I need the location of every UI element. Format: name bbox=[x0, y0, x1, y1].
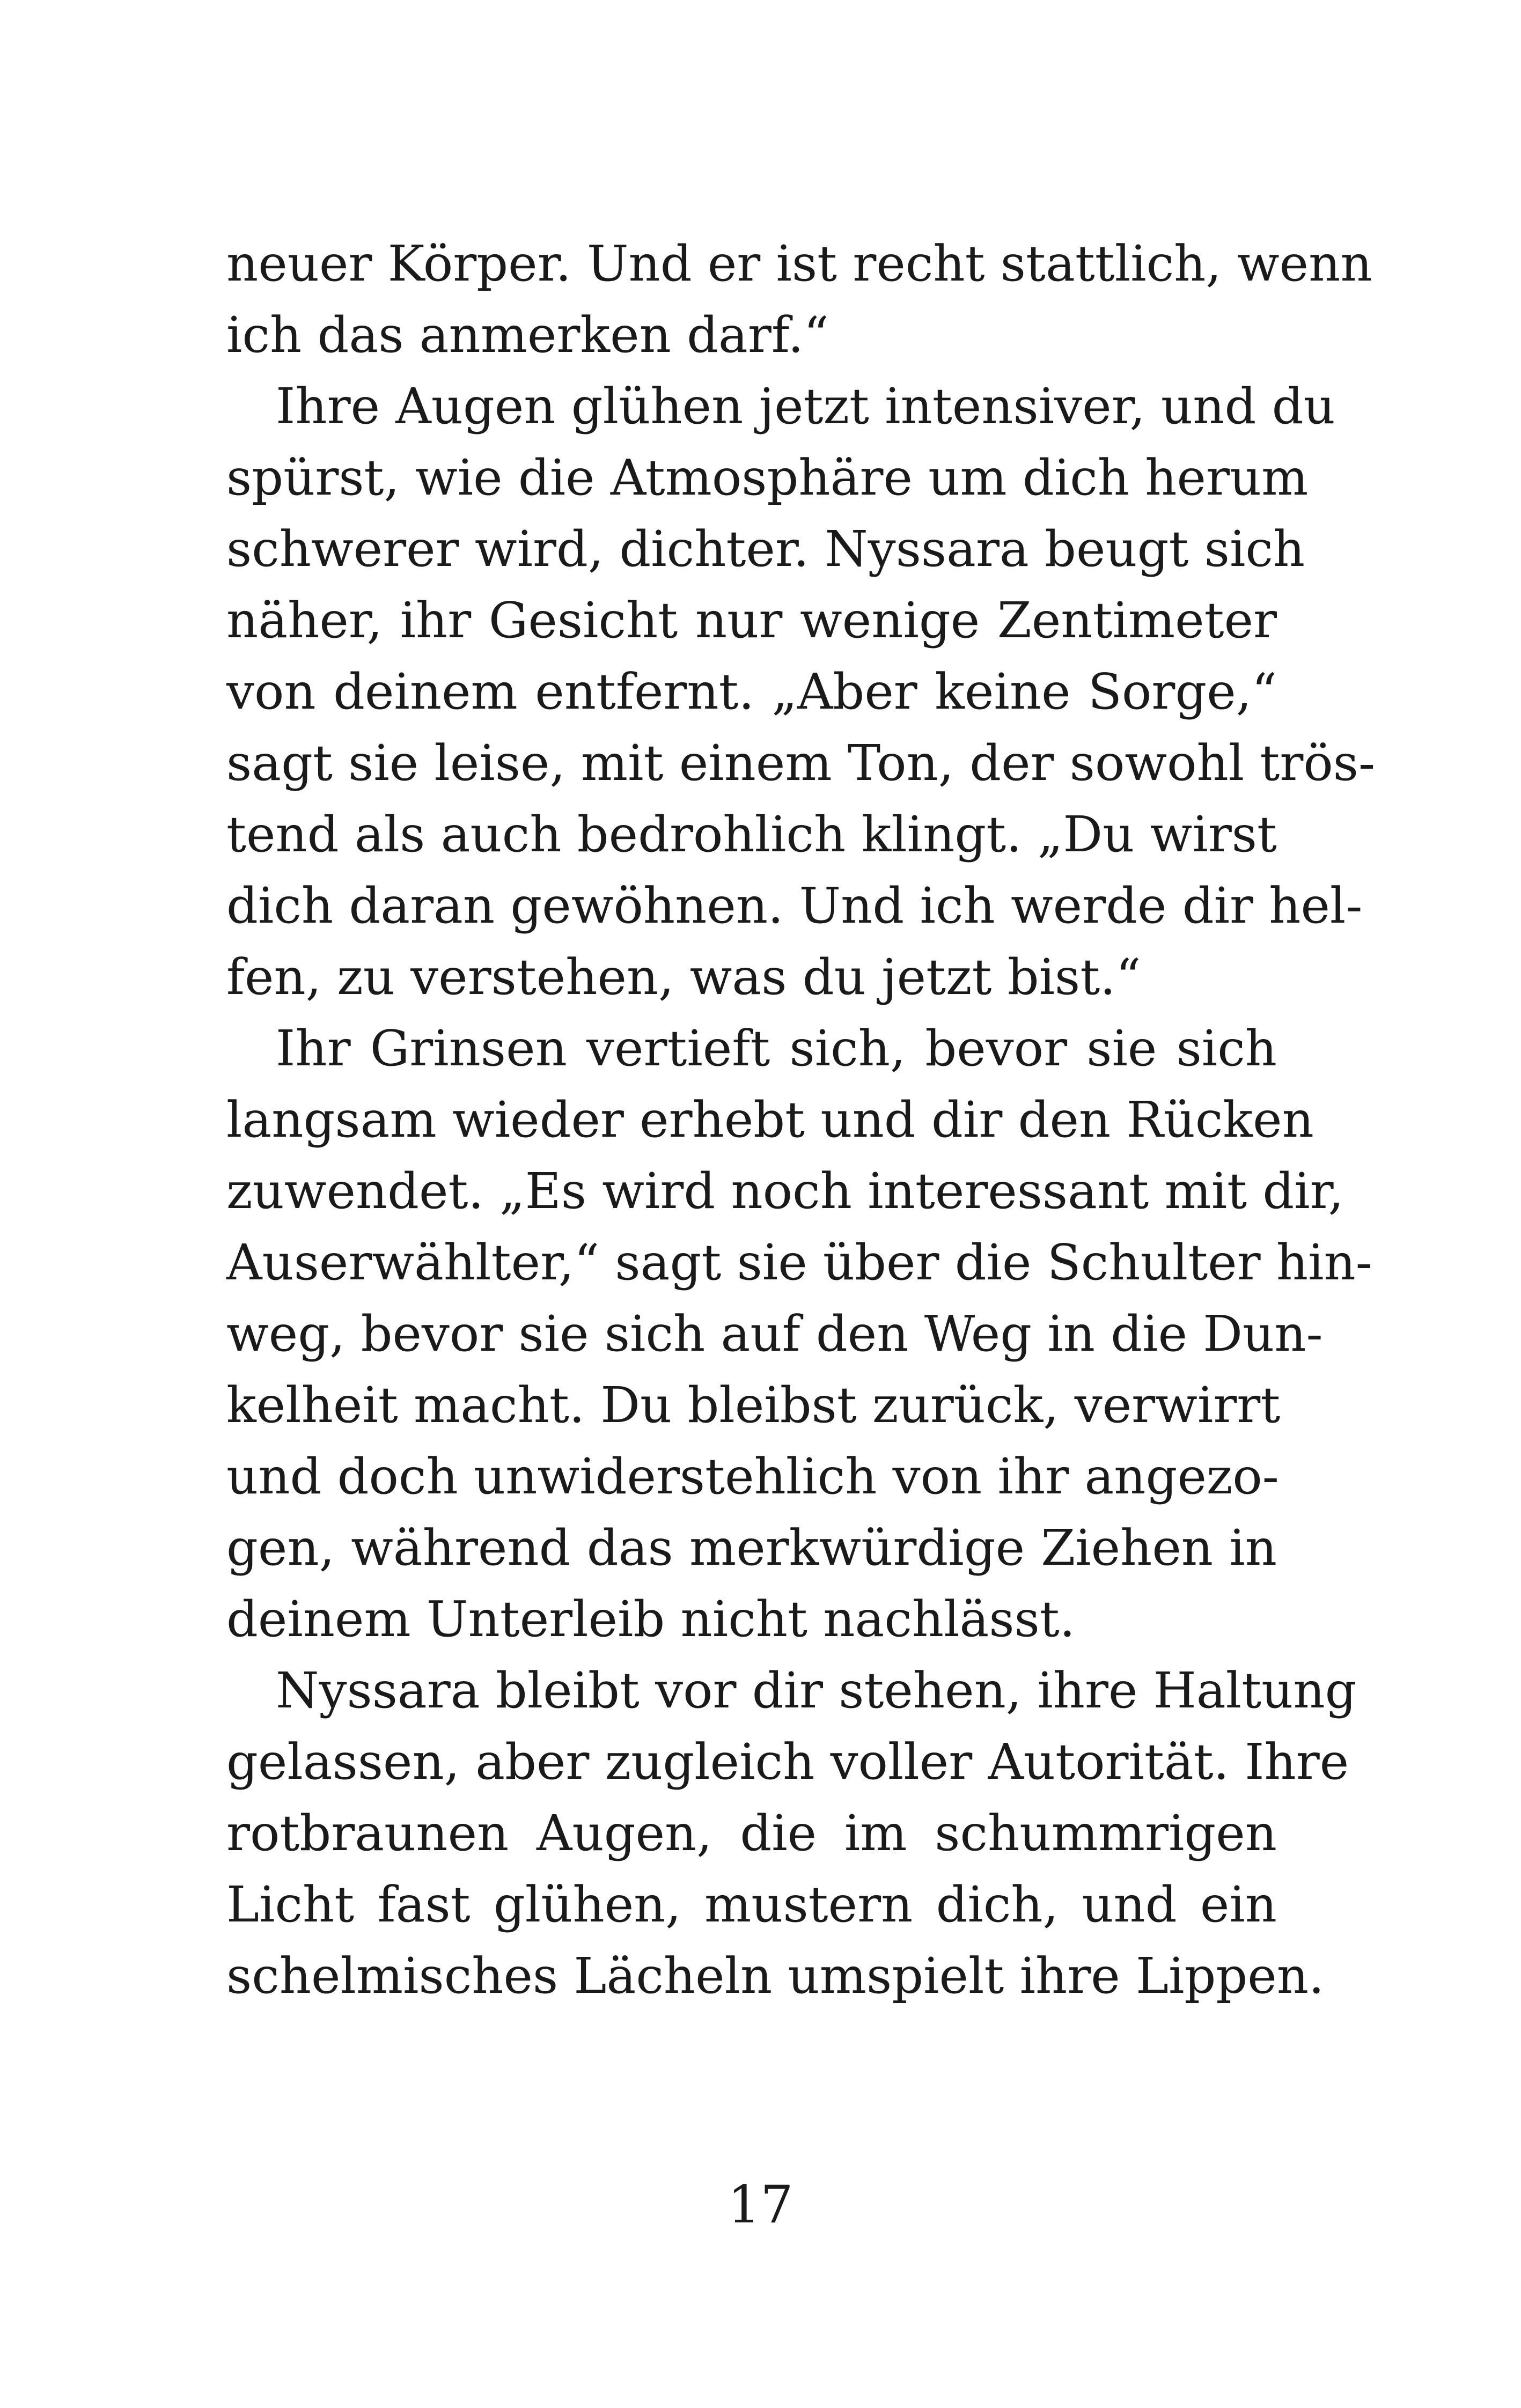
text-line: Auserwählter,“ sagt sie über die Schulter hin- bbox=[226, 1234, 1372, 1291]
text-line: gen, während das merkwürdige Ziehen in bbox=[226, 1519, 1277, 1577]
text-line: fen, zu verstehen, was du jetzt bist.“ bbox=[226, 948, 1141, 1006]
text-line: kelheit macht. Du bleibst zurück, verwirrt bbox=[226, 1376, 1281, 1434]
page-number: 17 bbox=[728, 2175, 793, 2235]
text-line: Ihr Grinsen vertieft sich, bevor sie sich bbox=[276, 1020, 1277, 1077]
text-line: deinem Unterleib nicht nachlässt. bbox=[226, 1590, 1076, 1648]
text-line: ich das anmerken darf.“ bbox=[226, 306, 829, 364]
text-line: zuwendet. „Es wird noch interessant mit dir, bbox=[226, 1162, 1344, 1220]
text-line: und doch unwiderstehlich von ihr angezo- bbox=[226, 1448, 1279, 1505]
text-line: dich daran gewöhnen. Und ich werde dir hel- bbox=[226, 877, 1363, 934]
text-line: Ihre Augen glühen jetzt intensiver, und du bbox=[276, 378, 1335, 435]
text-line: rotbraunen Augen, die im schummrigen bbox=[226, 1805, 1277, 1862]
text-line: neuer Körper. Und er ist recht stattlich, wenn bbox=[226, 235, 1372, 292]
text-line: schwerer wird, dichter. Nyssara beugt sich bbox=[226, 520, 1305, 578]
text-line: schelmisches Lächeln umspielt ihre Lippen. bbox=[226, 1947, 1325, 2005]
text-line: Licht fast glühen, mustern dich, und ein bbox=[226, 1876, 1277, 1933]
text-line: spürst, wie die Atmosphäre um dich herum bbox=[226, 449, 1309, 506]
text-line: tend als auch bedrohlich klingt. „Du wirst bbox=[226, 806, 1277, 863]
text-line: weg, bevor sie sich auf den Weg in die Dun- bbox=[226, 1305, 1323, 1363]
text-line: gelassen, aber zugleich voller Autorität. Ihre bbox=[226, 1733, 1349, 1791]
text-line: langsam wieder erhebt und dir den Rücken bbox=[226, 1091, 1314, 1148]
text-line: sagt sie leise, mit einem Ton, der sowohl trös- bbox=[226, 734, 1376, 792]
body-text bbox=[226, 228, 1376, 2012]
text-line: von deinem entfernt. „Aber keine Sorge,“ bbox=[226, 663, 1277, 720]
text-line: Nyssara bleibt vor dir stehen, ihre Haltung bbox=[276, 1662, 1357, 1719]
text-line: näher, ihr Gesicht nur wenige Zentimeter bbox=[226, 592, 1277, 649]
